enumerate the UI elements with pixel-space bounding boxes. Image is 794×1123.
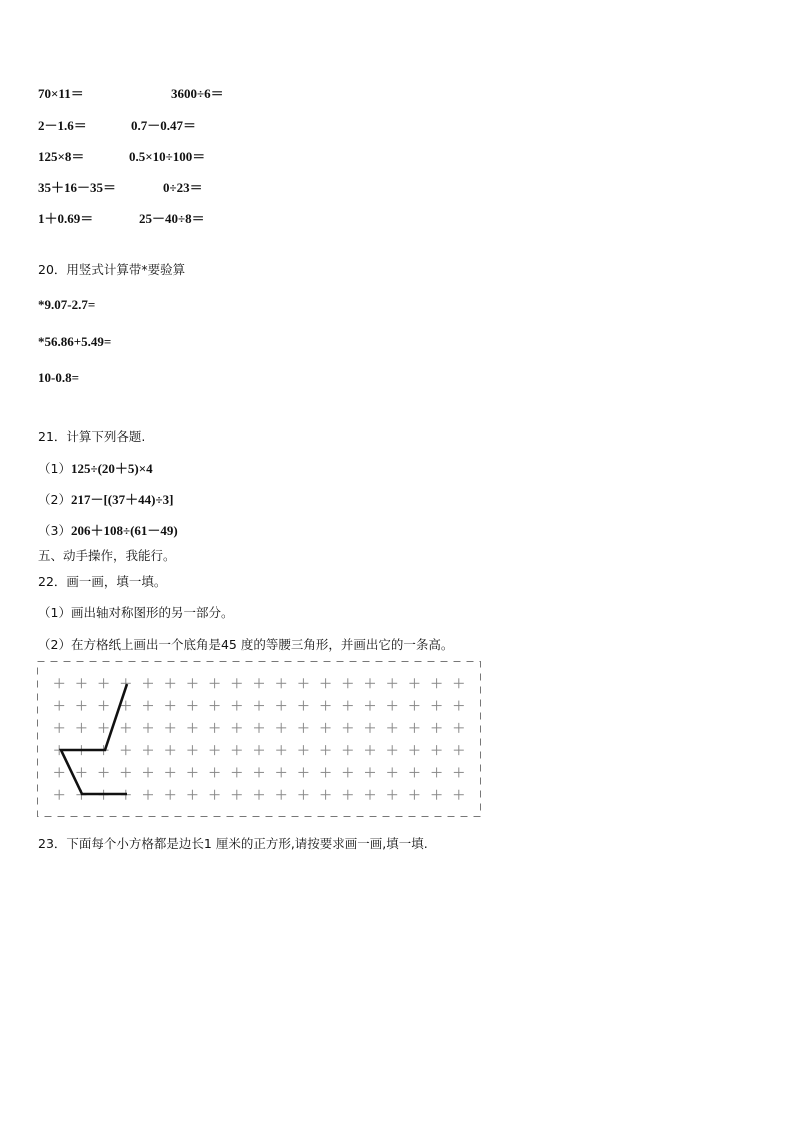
oral-calc-4-left: 35＋16－35＝ [38, 180, 117, 195]
oral-calc-2-left: 2－1.6＝ [38, 118, 87, 133]
oral-calc-5-right: 25－40÷8＝ [139, 211, 205, 226]
oral-calc-2-right: 0.7－0.47＝ [131, 118, 197, 133]
q21-item-2-num: （2） [38, 492, 71, 507]
q21-item-3-expr: 206＋108÷(61－49) [70, 523, 178, 538]
oral-calc-5-left: 1＋0.69＝ [38, 211, 94, 226]
q20-item-2: *56.86+5.49= [38, 334, 112, 349]
q22-sub1: （1）画出轴对称图形的另一部分。 [38, 605, 234, 620]
q21-item-1-num: （1） [38, 461, 71, 476]
oral-calc-4-right: 0÷23＝ [163, 180, 203, 195]
grid-paper-svg [37, 661, 481, 817]
q20-title: 20．用竖式计算带*要验算 [38, 262, 186, 277]
grid-crosses [54, 678, 464, 799]
q22-sub2: （2）在方格纸上画出一个底角是45 度的等腰三角形，并画出它的一条高。 [38, 637, 454, 652]
q21-item-2-expr: 217－[(37＋44)÷3] [70, 492, 174, 507]
q21-item-3 [38, 520, 178, 539]
half-shape-outline [61, 684, 127, 794]
oral-calc-1-right: 3600÷6＝ [171, 86, 224, 101]
q23-title: 23．下面每个小方格都是边长1 厘米的正方形,请按要求画一画,填一填. [38, 836, 428, 851]
q21-item-2 [38, 489, 173, 508]
q20-item-3: 10-0.8= [38, 370, 79, 385]
oral-calc-1-left: 70×11＝ [38, 86, 84, 101]
q20-item-1: *9.07-2.7= [38, 297, 96, 312]
q21-item-1-expr: 125÷(20＋5)×4 [70, 461, 153, 476]
section-5-title: 五、动手操作，我能行。 [38, 548, 176, 563]
q21-item-1 [38, 458, 153, 477]
grid-paper[interactable] [37, 661, 481, 817]
q22-title: 22．画一画，填一填。 [38, 574, 167, 589]
oral-calc-3-left: 125×8＝ [38, 149, 85, 164]
q21-item-3-num: （3） [38, 523, 71, 538]
oral-calc-3-right: 0.5×10÷100＝ [129, 149, 206, 164]
q21-title: 21．计算下列各题. [38, 429, 146, 444]
